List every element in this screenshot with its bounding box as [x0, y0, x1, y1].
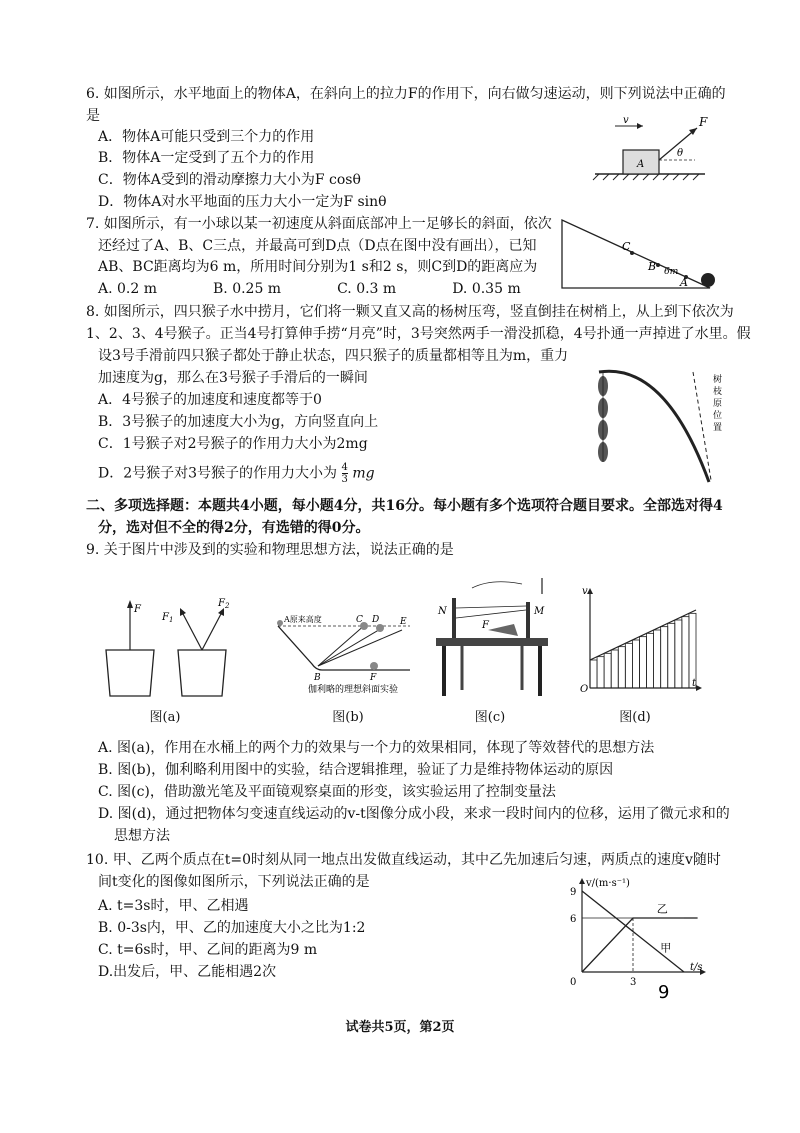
q8-option-d-suffix: mg [352, 465, 375, 482]
fig-d-bar [689, 613, 696, 688]
fig-d-bar [618, 647, 625, 688]
q9-figure-c [432, 578, 552, 700]
q6-force-label: F [699, 115, 708, 129]
fig-d-bar [682, 617, 689, 688]
q9-option-a: A. 图(a)，作用在水桶上的两个力的效果与一个力的效果相同，体现了等效替代的思想方法 [98, 740, 655, 756]
fig-d-bar [639, 637, 646, 688]
fig-b-text2: 伽利略的理想斜面实验 [308, 685, 399, 695]
q9-option-c: C. 图(c)，借助激光笔及平面镜观察桌面的形变，该实验运用了控制变量法 [98, 784, 556, 800]
q10-stem-line2: 间t变化的图像如图所示，下列说法正确的是 [98, 874, 370, 890]
fig-d-bar [597, 657, 604, 688]
fig-d-bar [611, 650, 618, 688]
fig-d-bar [661, 627, 668, 688]
fig-d-bar [668, 623, 675, 688]
q8-figure [585, 358, 725, 486]
q7-stem-line3: AB、BC距离均为6 m，所用时间分别为1 s和2 s，则C到D的距离应为 [98, 259, 538, 275]
q10-vt-chart [560, 874, 720, 1004]
fig-d-bar [632, 640, 639, 688]
fig-b-B: B [314, 673, 321, 683]
x-tick-label: 3 [630, 977, 637, 988]
q8-stem-line4: 加速度为g，那么在3号猴子手滑后的一瞬间 [98, 370, 368, 386]
handwritten-mark: 9 [658, 982, 670, 1003]
series-label-1: 乙 [656, 902, 668, 916]
section2-heading-line2: 分，选对但不全的得2分，有选错的得0分。 [98, 520, 370, 536]
q7-distance: 6m [664, 267, 679, 277]
q10-stem-line1: 10. 甲、乙两个质点在t=0时刻从同一地点出发做直线运动，其中乙先加速后匀速，两质点的速度v随时 [86, 852, 721, 868]
q8-fig-label: 树枝 原位置 [713, 375, 723, 433]
q8-stem-line1: 8. 如图所示，四只猴子水中捞月，它们将一颗又直又高的杨树压弯，竖直倒挂在树梢上，从上到下依次为 [86, 304, 734, 320]
q6-stem-line2: 是 [86, 108, 100, 124]
q8-option-d-fraction [342, 462, 348, 485]
page-footer: 试卷共5页，第2页 [345, 1020, 455, 1035]
q8-option-d-prefix: D．2号猴子对3号猴子的作用力大小为 [98, 465, 338, 482]
fig-b-E: E [400, 617, 407, 627]
fig-d-O: O [580, 684, 589, 694]
q9-figure-d [576, 584, 706, 694]
q7-figure [560, 214, 720, 294]
q8-option-d [98, 462, 375, 485]
q6-option-a: A．物体A可能只受到三个力的作用 [98, 129, 315, 145]
q10-option-d: D.出发后，甲、乙能相遇2次 [98, 964, 277, 980]
y-tick-label: 6 [570, 914, 577, 925]
q6-option-b: B．物体A一定受到了五个力的作用 [98, 150, 315, 166]
q9-option-d-line1: D. 图(d)，通过把物体匀变速直线运动的v-t图像分成小段，来求一段时间内的位移，运用了微元求和的 [98, 806, 730, 822]
q6-velocity-label: v [623, 115, 629, 126]
q7-stem-line1: 7. 如图所示，有一小球以某一初速度从斜面底部冲上一足够长的斜面，依次 [86, 216, 552, 232]
q9-figure-a [100, 590, 230, 700]
fig-d-bar [647, 633, 654, 688]
x-axis-label: t/s [690, 962, 703, 973]
q10-option-a: A. t=3s时，甲、乙相遇 [98, 898, 249, 914]
fig-d-bar [604, 653, 611, 688]
q7-point-b: B [648, 260, 657, 273]
caption-fig-c: 图(c) [474, 710, 506, 725]
x-tick-label: 0 [570, 977, 577, 988]
ball [701, 273, 715, 287]
fig-b-text1: A原来高度 [284, 615, 322, 624]
fig-c-M: M [534, 606, 545, 617]
fig-b-F: F [370, 673, 377, 683]
series-label-0: 甲 [660, 941, 672, 955]
fraction-denominator: 3 [341, 474, 348, 485]
q8-option-c: C．1号猴子对2号猴子的作用力大小为2mg [98, 436, 368, 452]
q7-point-a: A [680, 276, 688, 289]
q9-stem: 9. 关于图片中涉及到的实验和物理思想方法，说法正确的是 [86, 542, 454, 558]
fig-b-C: C [356, 615, 363, 625]
fig-b-D: D [372, 615, 380, 625]
fig-a-F: F [134, 604, 141, 615]
fig-c-N: N [438, 606, 447, 617]
q10-option-b: B. 0-3s内，甲、乙的加速度大小之比为1:2 [98, 920, 366, 936]
q9-figure-b [270, 600, 420, 700]
caption-fig-b: 图(b) [332, 710, 364, 725]
fig-a-F2: $F_2$ [218, 598, 230, 610]
q6-block-label: A [637, 159, 645, 170]
q8-stem-line3: 设3号手滑前四只猴子都处于静止状态，四只猴子的质量都相等且为m，重力 [98, 348, 569, 364]
q7-stem-line2: 还经过了A、B、C三点，并最高可到D点（D点在图中没有画出），已知 [98, 238, 537, 254]
y-tick-label: 9 [570, 887, 577, 898]
q6-angle-label: θ [677, 148, 684, 159]
q7-point-c: C [622, 240, 631, 253]
fraction-numerator: 4 [341, 462, 348, 473]
q7-options: A. 0.2 m B. 0.25 m C. 0.3 m D. 0.35 m [98, 281, 521, 297]
q8-stem-line2: 1、2、3、4号猴子。正当4号打算伸手捞“月亮”时，3号突然两手一滑没抓稳，4号扑通一声掉进了水里。假 [86, 326, 751, 342]
q6-option-c: C．物体A受到的滑动摩擦力大小为F cosθ [98, 172, 361, 188]
q6-figure [585, 112, 715, 182]
caption-fig-a: 图(a) [149, 710, 181, 725]
q10-option-c: C. t=6s时，甲、乙间的距离为9 m [98, 942, 318, 958]
q6-stem-line1: 6. 如图所示，水平地面上的物体A，在斜向上的拉力F的作用下，向右做匀速运动，则下列说法中正确的 [86, 86, 726, 102]
q9-option-b: B. 图(b)，伽利略利用图中的实验，结合逻辑推理，验证了力是维持物体运动的原因 [98, 762, 614, 778]
q9-option-d-line2: 思想方法 [114, 828, 170, 844]
fig-d-bar [625, 643, 632, 688]
fig-c-F: F [482, 620, 489, 631]
fig-d-bar [654, 630, 661, 688]
y-axis-label: v/(m·s⁻¹) [586, 878, 630, 889]
fig-d-t: t [692, 678, 697, 689]
section2-heading-line1: 二、多项选择题：本题共4小题，每小题4分，共16分。每小题有多个选项符合题目要求。全部选对得4 [86, 498, 723, 514]
q6-option-d: D．物体A对水平地面的压力大小一定为F sinθ [98, 194, 387, 210]
fig-a-F1: $F_1$ [162, 612, 174, 624]
q8-option-b: B．3号猴子的加速度大小为g，方向竖直向上 [98, 414, 379, 430]
caption-fig-d: 图(d) [619, 710, 651, 725]
fig-d-bar [590, 660, 597, 688]
fig-d-v: v [582, 586, 588, 597]
fig-d-bar [675, 620, 682, 688]
q8-option-a: A．4号猴子的加速度和速度都等于0 [98, 392, 322, 408]
